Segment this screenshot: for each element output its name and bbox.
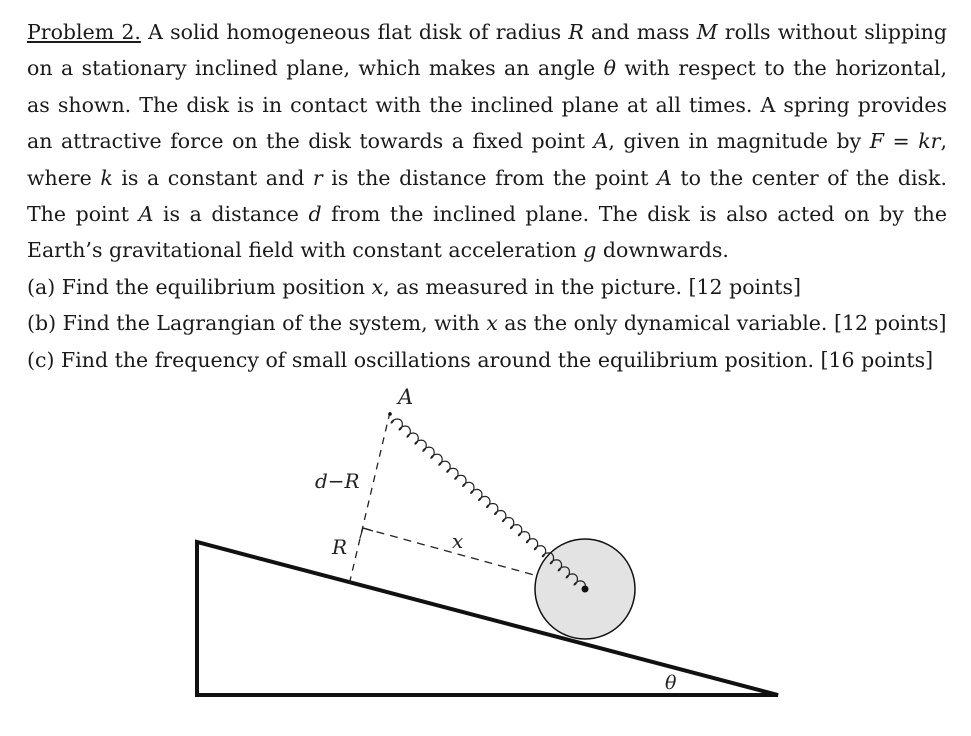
disk-center-dot [582,586,589,593]
point-a-dot [388,412,392,416]
part-c: (c) Find the frequency of small oscillations around the equilibrium position. [16 points] [27,347,934,372]
part-a: (a) Find the equilibrium position x, as measured in the picture. [12 points] [27,274,802,299]
part-b: (b) Find the Lagrangian of the system, with x as the only dynamical variable. [12 points] [27,311,947,336]
problem-intro: Problem 2. A solid homogeneous flat disk of radius R and mass M rolls without slipping on a stationary inclined plane, which makes an angle θ with respect to the horizontal, as shown. The disk is in contact with the inclined plane at all times. A spring provides an attractive force on the disk towards a fixed point A, given in magnitude by F = kr, where k is a constant and r is the distance from the point A to the center of the disk. The point A is a distance d from the inclined plane. The disk is also acted on by the Earth’s gravitational field with constant acceleration g downwards. [27,20,947,263]
inclined-plane [197,542,778,695]
problem-heading: Problem 2. [27,20,141,44]
label-d-minus-r: d−R [315,469,360,493]
label-angle: θ [665,672,677,694]
label-point-a: A [398,385,414,409]
label-distance-x: x [452,529,464,553]
perpendicular-dashed-line [349,412,390,585]
label-radius: R [332,535,348,559]
